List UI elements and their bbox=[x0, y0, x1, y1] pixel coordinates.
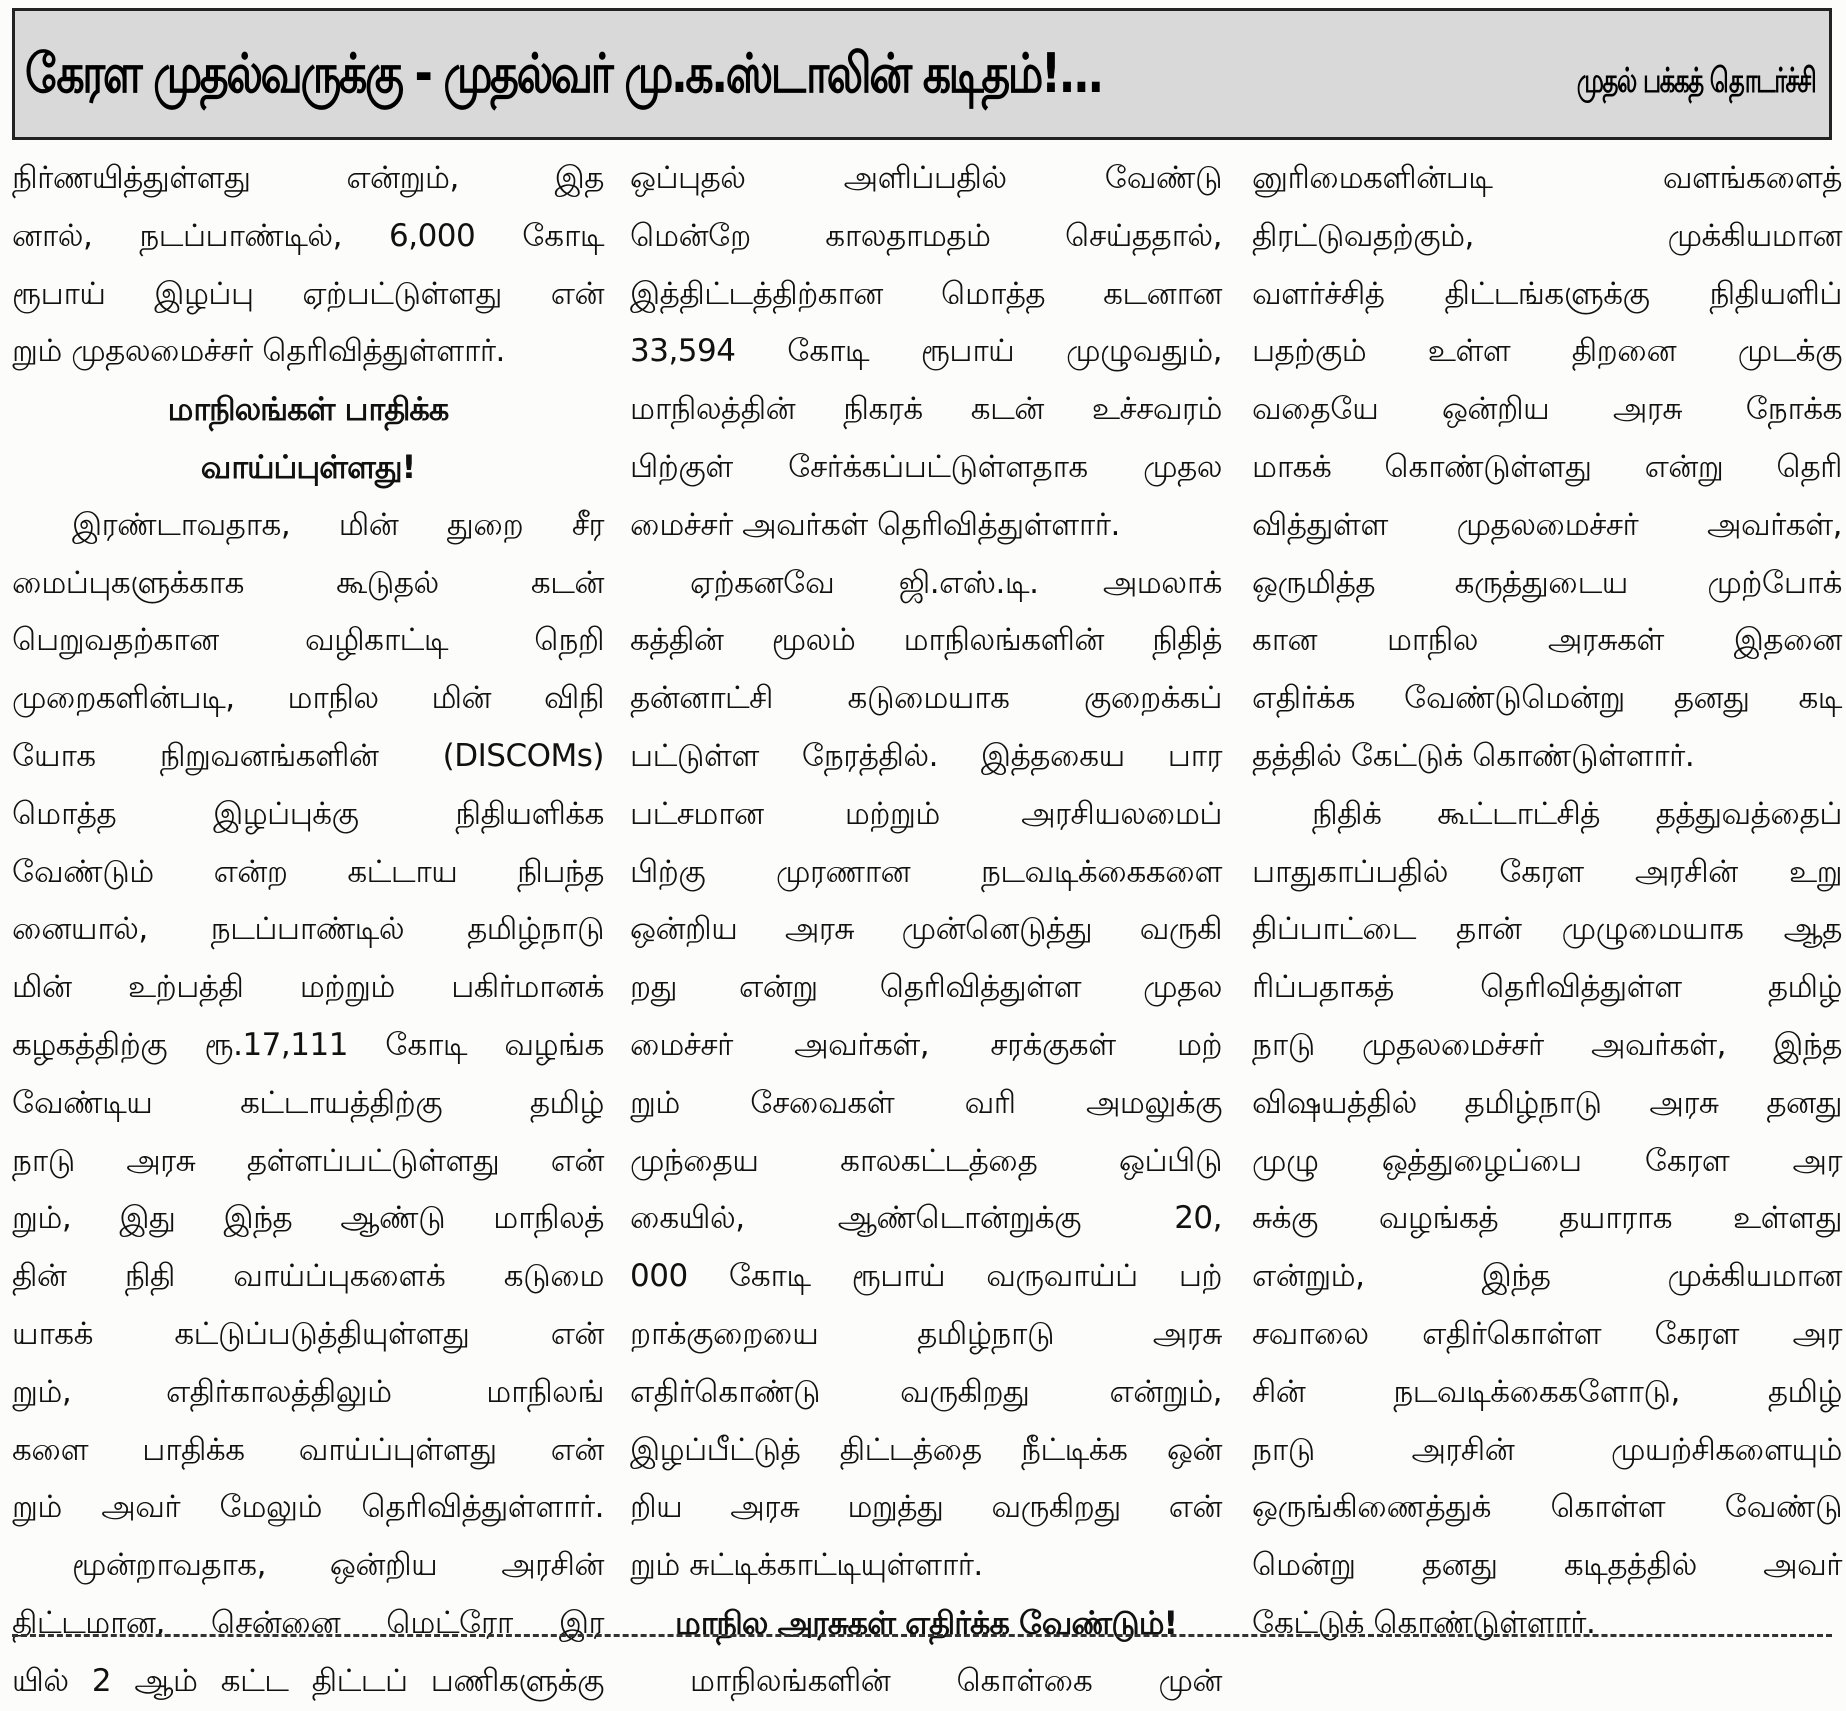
text-line: தத்தில் கேட்டுக் கொண்டுள்ளார். bbox=[1252, 737, 1695, 774]
section-divider bbox=[12, 1634, 1832, 1637]
text-line: திட்டமான, சென்னை மெட்ரோ இர bbox=[12, 1604, 604, 1641]
subheading: மாநிலங்கள் பாதிக்க bbox=[167, 390, 449, 429]
subheading: மாநில அரசுகள் எதிர்க்க வேண்டும்! bbox=[674, 1603, 1178, 1642]
text-line: ஒருங்கிணைத்துக் கொள்ள வேண்டு bbox=[1252, 1489, 1842, 1526]
text-line: நாடு அரசின் முயற்சிகளையும் bbox=[1252, 1431, 1842, 1468]
subheading: வாய்ப்புள்ளது! bbox=[200, 447, 416, 486]
text-line: மின் உற்பத்தி மற்றும் பகிர்மானக் bbox=[12, 969, 604, 1006]
text-line: முறைகளின்படி, மாநில மின் விநி bbox=[12, 680, 604, 717]
text-line: பட்சமான மற்றும் அரசியலமைப் bbox=[630, 795, 1222, 832]
text-line: நாடு அரசு தள்ளப்பட்டுள்ளது என் bbox=[12, 1142, 604, 1179]
text-line: தன்னாட்சி கடுமையாக குறைக்கப் bbox=[630, 680, 1222, 717]
text-line: றும், எதிர்காலத்திலும் மாநிலங் bbox=[12, 1373, 604, 1410]
text-line: நாடு முதலமைச்சர் அவர்கள், இந்த bbox=[1252, 1026, 1842, 1063]
text-line: இத்திட்டத்திற்கான மொத்த கடனான bbox=[630, 275, 1222, 312]
text-line: றாக்குறையை தமிழ்நாடு அரசு bbox=[630, 1315, 1222, 1352]
text-line: எதிர்கொண்டு வருகிறது என்றும், bbox=[630, 1373, 1222, 1410]
text-line: சுக்கு வழங்கத் தயாராக உள்ளது bbox=[1252, 1200, 1842, 1237]
text-line: கழகத்திற்கு ரூ.17,111 கோடி வழங்க bbox=[12, 1026, 604, 1063]
text-line: நிர்ணயித்துள்ளது என்றும், இத bbox=[12, 160, 604, 196]
headline-continuation-note: முதல் பக்கத் தொடர்ச்சி bbox=[1576, 61, 1815, 101]
text-line: இரண்டாவதாக, மின் துறை சீர bbox=[72, 506, 604, 543]
text-line: பிற்குள் சேர்க்கப்பட்டுள்ளதாக முதல bbox=[630, 448, 1222, 485]
text-line: திப்பாட்டை தான் முழுமையாக ஆத bbox=[1252, 911, 1842, 948]
text-line: பெறுவதற்கான வழிகாட்டி நெறி bbox=[12, 622, 604, 659]
text-line: பதற்கும் உள்ள திறனை முடக்கு bbox=[1252, 333, 1842, 370]
headline-title: கேரள முதல்வருக்கு - முதல்வர் மு.க.ஸ்டாலின் கடிதம்!... bbox=[25, 42, 1102, 105]
text-line: றும் அவர் மேலும் தெரிவித்துள்ளார். bbox=[12, 1489, 604, 1526]
text-line: றிய அரசு மறுத்து வருகிறது என் bbox=[630, 1489, 1222, 1526]
text-line: திரட்டுவதற்கும், முக்கியமான bbox=[1252, 217, 1842, 254]
text-line: என்றும், இந்த முக்கியமான bbox=[1252, 1258, 1842, 1295]
text-line: மாகக் கொண்டுள்ளது என்று தெரி bbox=[1252, 448, 1842, 485]
text-line: மென்று தனது கடிதத்தில் அவர் bbox=[1252, 1547, 1842, 1584]
text-line: சவாலை எதிர்கொள்ள கேரள அர bbox=[1252, 1315, 1842, 1352]
text-line: ஒன்றிய அரசு முன்னெடுத்து வருகி bbox=[630, 911, 1222, 948]
text-line: முந்தைய காலகட்டத்தை ஒப்பிடு bbox=[630, 1142, 1222, 1179]
text-line: மைப்புகளுக்காக கூடுதல் கடன் bbox=[12, 564, 604, 601]
text-line: யில் 2 ஆம் கட்ட திட்டப் பணிகளுக்கு bbox=[12, 1662, 604, 1699]
text-line: மொத்த இழப்புக்கு நிதியளிக்க bbox=[12, 795, 604, 832]
text-line: றும் சேவைகள் வரி அமலுக்கு bbox=[630, 1084, 1222, 1121]
text-line: எதிர்க்க வேண்டுமென்று தனது கடி bbox=[1252, 680, 1842, 717]
text-line: யோக நிறுவனங்களின் (DISCOMs) bbox=[12, 737, 604, 774]
article-column-3 bbox=[1252, 150, 1842, 1641]
text-line: வேண்டும் என்ற கட்டாய நிபந்த bbox=[12, 853, 604, 890]
text-line: பிற்கு முரணான நடவடிக்கைகளை bbox=[630, 853, 1222, 890]
article-column-1 bbox=[12, 150, 604, 1699]
text-line: பட்டுள்ள நேரத்தில். இத்தகைய பார bbox=[630, 737, 1222, 774]
text-line: தின் நிதி வாய்ப்புகளைக் கடுமை bbox=[12, 1258, 604, 1295]
text-line: ஏற்கனவே ஜி.எஸ்.டி. அமலாக் bbox=[690, 564, 1222, 601]
text-line: மாநிலங்களின் கொள்கை முன் bbox=[690, 1662, 1222, 1699]
text-line: மைச்சர் அவர்கள், சரக்குகள் மற் bbox=[630, 1026, 1222, 1063]
text-line: மாநிலத்தின் நிகரக் கடன் உச்சவரம் bbox=[630, 391, 1222, 428]
text-line: விஷயத்தில் தமிழ்நாடு அரசு தனது bbox=[1252, 1084, 1842, 1121]
text-line: முழு ஒத்துழைப்பை கேரள அர bbox=[1252, 1142, 1842, 1179]
text-line: யாகக் கட்டுப்படுத்தியுள்ளது என் bbox=[12, 1315, 604, 1352]
text-line: றும், இது இந்த ஆண்டு மாநிலத் bbox=[12, 1200, 604, 1237]
text-line: களை பாதிக்க வாய்ப்புள்ளது என் bbox=[12, 1431, 604, 1468]
text-line: வேண்டிய கட்டாயத்திற்கு தமிழ் bbox=[12, 1084, 604, 1121]
text-line: பாதுகாப்பதில் கேரள அரசின் உறு bbox=[1252, 853, 1842, 890]
article-column-2 bbox=[630, 150, 1222, 1699]
text-line: னுரிமைகளின்படி வளங்களைத் bbox=[1252, 160, 1842, 196]
text-line: கேட்டுக் கொண்டுள்ளார். bbox=[1252, 1604, 1596, 1641]
text-line: ஒப்புதல் அளிப்பதில் வேண்டு bbox=[630, 160, 1222, 196]
text-line: ரிப்பதாகத் தெரிவித்துள்ள தமிழ் bbox=[1252, 969, 1842, 1006]
text-line: னையால், நடப்பாண்டில் தமிழ்நாடு bbox=[12, 911, 604, 948]
text-line: இழப்பீட்டுத் திட்டத்தை நீட்டிக்க ஒன் bbox=[630, 1431, 1222, 1468]
text-line: றது என்று தெரிவித்துள்ள முதல bbox=[630, 969, 1222, 1006]
text-line: மூன்றாவதாக, ஒன்றிய அரசின் bbox=[72, 1547, 604, 1584]
text-line: றும் முதலமைச்சர் தெரிவித்துள்ளார். bbox=[12, 333, 505, 370]
text-line: வளர்ச்சித் திட்டங்களுக்கு நிதியளிப் bbox=[1252, 275, 1842, 312]
text-line: வித்துள்ள முதலமைச்சர் அவர்கள், bbox=[1252, 506, 1842, 543]
text-line: றும் சுட்டிக்காட்டியுள்ளார். bbox=[630, 1547, 983, 1584]
text-line: 000 கோடி ரூபாய் வருவாய்ப் பற் bbox=[630, 1258, 1222, 1295]
text-line: னால், நடப்பாண்டில், 6,000 கோடி bbox=[12, 217, 604, 254]
text-line: மைச்சர் அவர்கள் தெரிவித்துள்ளார். bbox=[630, 506, 1120, 543]
headline-banner bbox=[12, 8, 1832, 140]
text-line: கையில், ஆண்டொன்றுக்கு 20, bbox=[630, 1200, 1222, 1237]
next-article-headline-cropped bbox=[0, 1645, 1846, 1662]
text-line: சின் நடவடிக்கைகளோடு, தமிழ் bbox=[1252, 1373, 1842, 1410]
text-line: ஒருமித்த கருத்துடைய முற்போக் bbox=[1252, 564, 1842, 601]
text-line: 33,594 கோடி ரூபாய் முழுவதும், bbox=[630, 333, 1222, 370]
text-line: கத்தின் மூலம் மாநிலங்களின் நிதித் bbox=[630, 622, 1222, 659]
text-line: மென்றே காலதாமதம் செய்ததால், bbox=[630, 217, 1222, 254]
text-line: கான மாநில அரசுகள் இதனை bbox=[1252, 622, 1842, 659]
text-line: வதையே ஒன்றிய அரசு நோக்க bbox=[1252, 391, 1842, 428]
text-line: ரூபாய் இழப்பு ஏற்பட்டுள்ளது என் bbox=[12, 275, 604, 312]
text-line: நிதிக் கூட்டாட்சித் தத்துவத்தைப் bbox=[1312, 795, 1842, 832]
